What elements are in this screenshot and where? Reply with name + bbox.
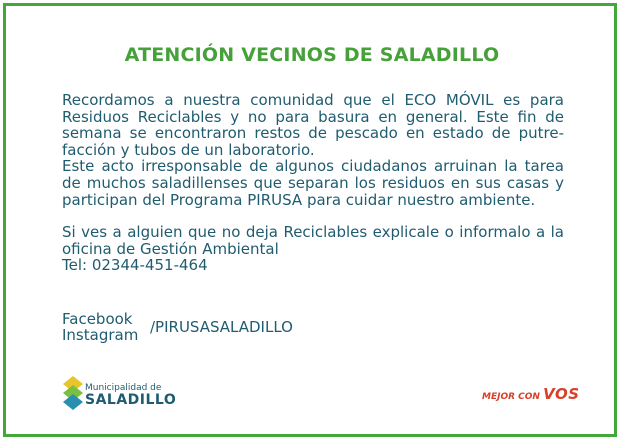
- municipality-logo-icon: [62, 376, 84, 410]
- slogan-part-2: VOS: [543, 385, 580, 403]
- notice-body: [62, 92, 564, 274]
- paragraph-inform: Si ves a alguien que no deja Reciclables explicale o informalo a la oficina de Gestión Ambiental: [62, 223, 564, 258]
- facebook-label: Facebook: [62, 310, 133, 328]
- municipality-logo-text: [85, 383, 176, 407]
- spacer: [62, 208, 564, 224]
- paragraph-pirusa: Este acto irresponsable de algunos ciudadanos arruinan la tarea de muchos saladillenses que separan los residuos en sus casas y participan del Programa PIRUSA para cuidar nuestro ambiente.: [62, 157, 564, 209]
- logo-line-1: Municipalidad de: [85, 383, 162, 393]
- instagram-label: Instagram: [62, 326, 139, 344]
- slogan: [482, 385, 580, 403]
- phone-number: Tel: 02344-451-464: [62, 256, 208, 275]
- paragraph-eco-movil: Recordamos a nuestra comunidad que el ECO MÓVIL es para Residuos Reciclables y no para basura en general. Este fin de semana se encontraron restos de pescado en estado de putre-facción y tubos de un laboratorio.: [62, 91, 564, 159]
- social-block: [62, 310, 293, 344]
- slogan-part-1: MEJOR CON: [482, 392, 540, 402]
- headline: ATENCIÓN VECINOS DE SALADILLO: [124, 44, 500, 66]
- logo-line-2: SALADILLO: [85, 392, 177, 408]
- social-handle: /PIRUSASALADILLO: [150, 318, 293, 336]
